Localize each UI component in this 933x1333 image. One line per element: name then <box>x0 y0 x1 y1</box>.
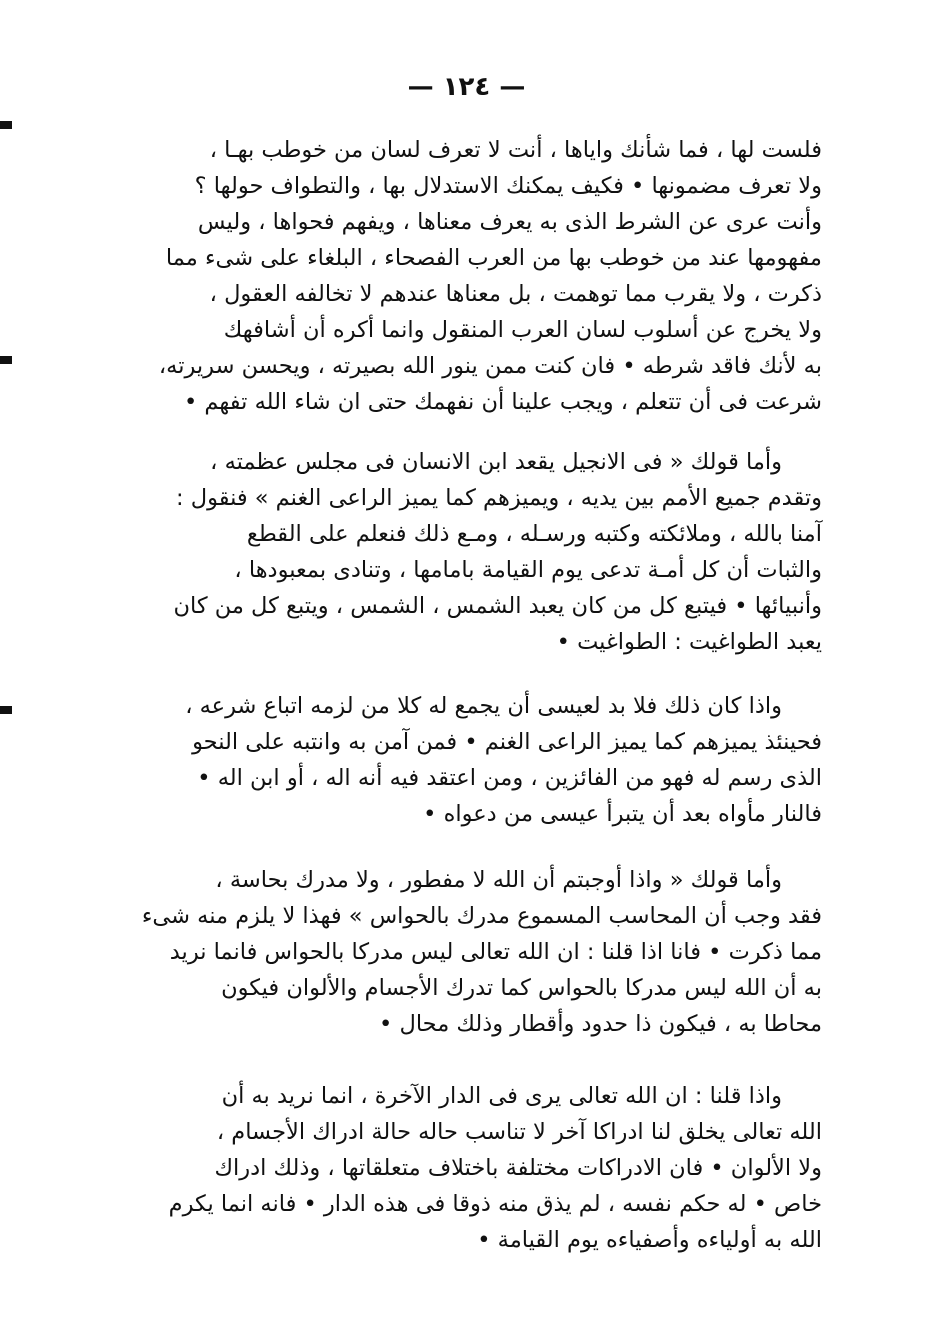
margin-mark <box>0 356 12 364</box>
text-line: وأنت عرى عن الشرط الذى به يعرف معناها ، ويفهم فحواها ، وليس <box>197 209 822 235</box>
text-line: مفهومها عند من خوطب بها من العرب الفصحاء ، البلغاء على شىء مما <box>165 245 822 271</box>
text-line: آمنا بالله ، وملائكته وكتبه ورسـله ، ومـع ذلك فنعلم على القطع <box>246 521 822 547</box>
text-line: وتقدم جميع الأمم بين يديه ، ويميزهم كما يميز الراعى الغنم » فنقول : <box>175 485 822 511</box>
text-line: فلست لها ، فما شأنك واياها ، أنت لا تعرف لسان من خوطب بهـا ، <box>209 137 822 163</box>
text-line: والثبات أن كل أمـة تدعى يوم القيامة بامامها ، وتنادى بمعبودها ، <box>234 557 822 583</box>
margin-mark <box>0 121 12 129</box>
paragraph-4 <box>110 862 822 1042</box>
text-line: يعبد الطواغيت : الطواغيت • <box>556 629 822 655</box>
text-line: خاص • له حكم نفسه ، لم يذق منه ذوقا فى هذه الدار • فانه انما يكرم <box>168 1191 822 1217</box>
text-line: به أن الله ليس مدركا بالحواس كما تدرك الأجسام والألوان فيكون <box>221 975 822 1001</box>
text-line: ذكرت ، ولا يقرب مما توهمت ، بل معناها عندهم لا تخالفه العقول ، <box>209 281 822 307</box>
text-line: فقد وجب أن المحاسب المسموع مدرك بالحواس » فهذا لا يلزم منه شىء <box>141 903 822 929</box>
paragraph-3 <box>110 688 822 832</box>
text-line: الذى رسم له فهو من الفائزين ، ومن اعتقد فيه أنه اله ، أو ابن اله • <box>197 765 822 791</box>
text-line: وأما قولك « فى الانجيل يقعد ابن الانسان فى مجلس عظمته ، <box>210 449 782 475</box>
text-line: مما ذكرت • فانا اذا قلنا : ان الله تعالى ليس مدركا بالحواس فانما نريد <box>169 939 822 965</box>
text-line: فالنار مأواه بعد أن يتبرأ عيسى من دعواه • <box>423 801 822 827</box>
text-line: واذا قلنا : ان الله تعالى يرى فى الدار الآخرة ، انما نريد به أن <box>221 1083 782 1109</box>
paragraph-1 <box>110 132 822 420</box>
text-line: وأما قولك « واذا أوجبتم أن الله لا مفطور ، ولا مدرك بحاسة ، <box>215 867 782 893</box>
text-line: الله تعالى يخلق لنا ادراكا آخر لا تناسب حاله حالة ادراك الأجسام ، <box>216 1119 822 1145</box>
page-number: — ١٢٤ — <box>407 72 526 102</box>
text-line: الله به أولياءه وأصفياءه يوم القيامة • <box>477 1227 822 1253</box>
text-line: ولا يخرج عن أسلوب لسان العرب المنقول وانما أكره أن أشافهك <box>223 317 822 343</box>
text-line: به لأنك فاقد شرطه • فان كنت ممن ينور الله بصيرته ، ويحسن سريرته، <box>158 353 822 379</box>
text-line: شرعت فى أن تتعلم ، ويجب علينا أن نفهمك حتى ان شاء الله تفهم • <box>184 389 822 415</box>
text-line: واذا كان ذلك فلا بد لعيسى أن يجمع له كلا من لزمه اتباع شرعه ، <box>185 693 782 719</box>
text-line: ولا الألوان • فان الادراكات مختلفة باختلاف متعلقاتها ، وذلك ادراك <box>214 1155 822 1181</box>
margin-mark <box>0 706 12 714</box>
text-line: ولا تعرف مضمونها • فكيف يمكنك الاستدلال بها ، والتطواف حولها ؟ <box>194 173 822 199</box>
paragraph-5 <box>110 1078 822 1258</box>
text-line: وأنبيائها • فيتبع كل من كان يعبد الشمس ، الشمس ، ويتبع كل من كان <box>173 593 822 619</box>
text-line: فحينئذ يميزهم كما يميز الراعى الغنم • فمن آمن به وانتبه على النحو <box>192 729 822 755</box>
paragraph-2 <box>110 444 822 660</box>
text-line: محاطا به ، فيكون ذا حدود وأقطار وذلك محال • <box>379 1011 822 1037</box>
